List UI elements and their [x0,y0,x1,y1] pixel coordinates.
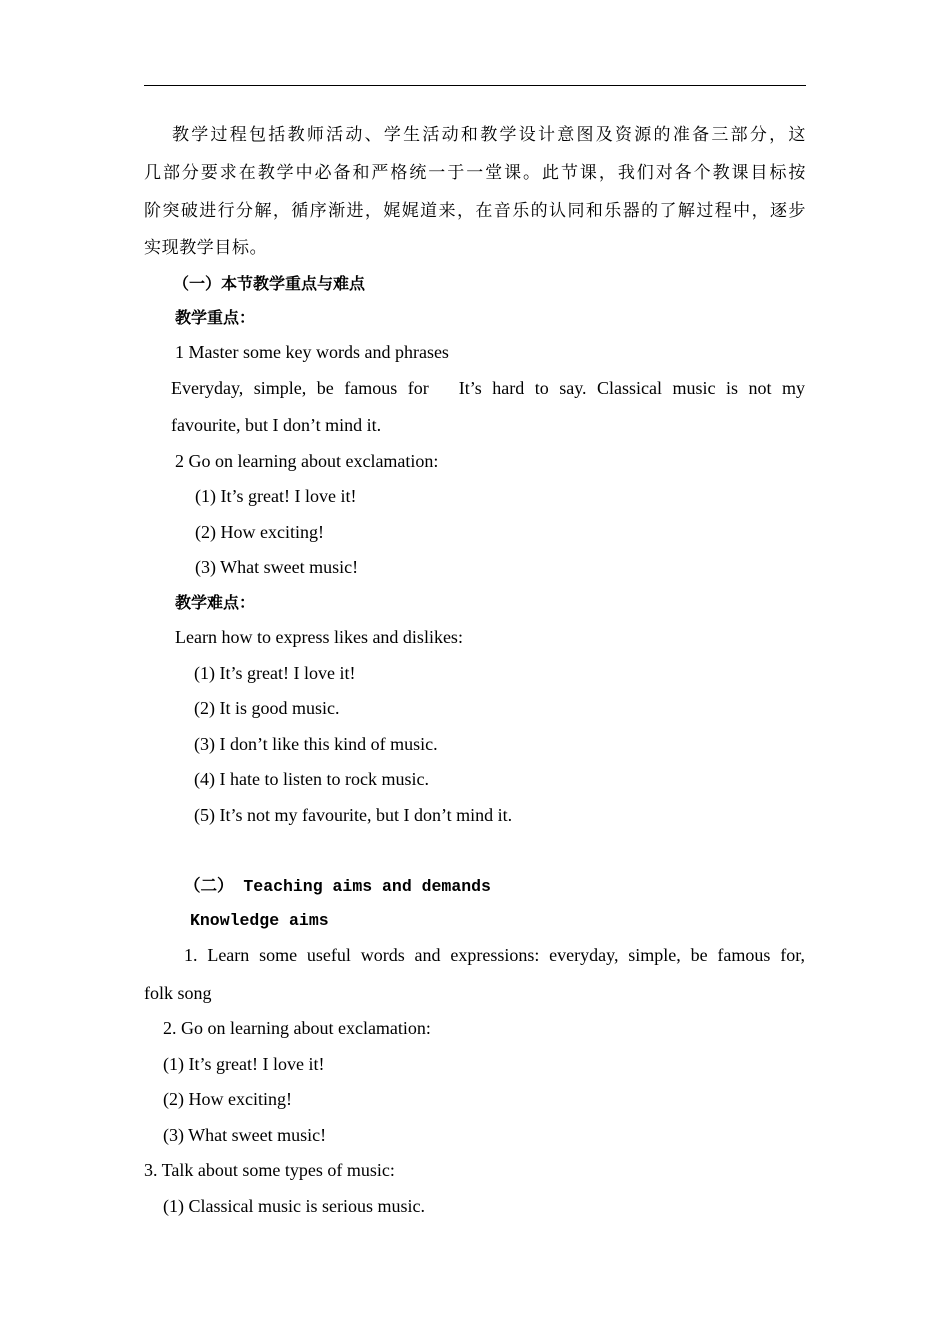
aim-3-sub-1: (1) Classical music is serious music. [163,1196,425,1216]
intro-line-1: 教学过程包括教师活动、学生活动和教学设计意图及资源的准备三部分，这 [172,125,806,145]
key-point-1-detail-line-1: Everyday, simple, be famous for It’s hard to say. Classical music is not my [171,378,805,398]
aim-1-line-1: 1. Learn some useful words and expressions: everyday, simple, be famous for, [184,945,805,965]
aim-2-sub-3: (3) What sweet music! [163,1125,327,1145]
difficulty-sub-1: (1) It’s great! I love it! [194,663,356,683]
difficulty-sub-5: (5) It’s not my favourite, but I don’t mind it. [194,805,513,825]
aim-2-sub-1: (1) It’s great! I love it! [163,1054,325,1074]
difficulty-intro: Learn how to express likes and dislikes: [175,627,463,647]
key-point-2-sub-2: (2) How exciting! [195,522,324,542]
aim-2-sub-2: (2) How exciting! [163,1089,292,1109]
intro-line-4: 实现教学目标。 [144,238,268,258]
knowledge-aims-heading: Knowledge aims [190,911,329,930]
section2-heading: （二） Teaching aims and demands [184,877,491,896]
difficulty-sub-3: (3) I don’t like this kind of music. [194,734,438,754]
aim-3: 3. Talk about some types of music: [144,1160,395,1180]
aim-1-line-2: folk song [144,983,212,1003]
header-rule [144,85,806,86]
section1-heading: （一）本节教学重点与难点 [173,274,366,293]
difficulty-sub-2: (2) It is good music. [194,698,340,718]
intro-line-3: 阶突破进行分解，循序渐进，娓娓道来，在音乐的认同和乐器的了解过程中，逐步 [144,201,806,221]
difficulties-label: 教学难点： [175,593,256,612]
key-points-label: 教学重点： [175,308,256,327]
key-point-2-sub-3: (3) What sweet music! [195,557,359,577]
difficulty-sub-4: (4) I hate to listen to rock music. [194,769,429,789]
key-point-1: 1 Master some key words and phrases [175,342,449,362]
key-point-1-detail-line-2: favourite, but I don’t mind it. [171,415,382,435]
intro-line-2: 几部分要求在教学中必备和严格统一于一堂课。此节课，我们对各个教课目标按 [144,163,806,183]
aim-2: 2. Go on learning about exclamation: [163,1018,431,1038]
key-point-2: 2 Go on learning about exclamation: [175,451,439,471]
key-point-2-sub-1: (1) It’s great! I love it! [195,486,357,506]
